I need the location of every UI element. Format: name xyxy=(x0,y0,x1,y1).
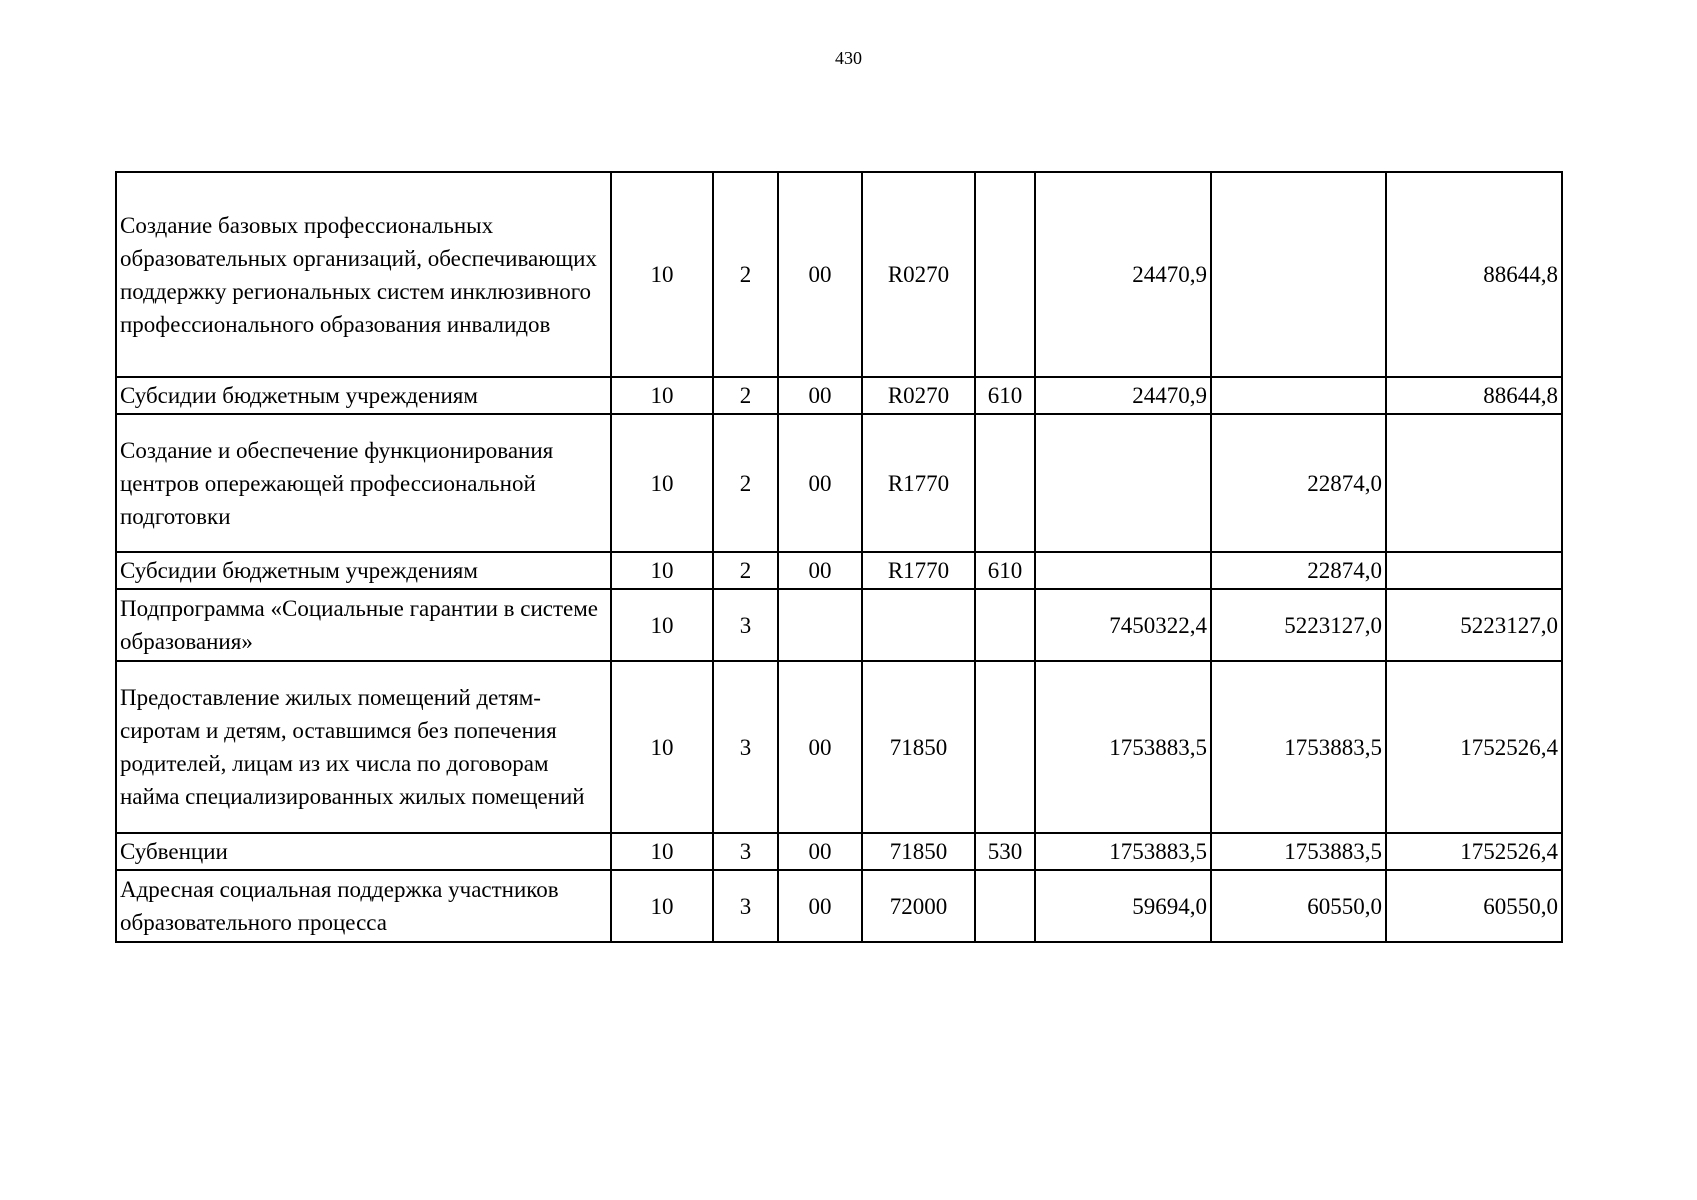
row-name: Субсидии бюджетным учреждениям xyxy=(116,377,611,414)
target-cell: R0270 xyxy=(862,377,975,414)
sum1-cell xyxy=(1035,414,1211,552)
table-row xyxy=(116,414,1562,552)
sum1-cell xyxy=(1035,552,1211,589)
section-cell: 10 xyxy=(611,377,713,414)
subsection-cell: 2 xyxy=(713,172,778,377)
sum3-cell xyxy=(1386,414,1562,552)
section-cell: 10 xyxy=(611,589,713,661)
sum3-cell: 5223127,0 xyxy=(1386,589,1562,661)
target-cell: R1770 xyxy=(862,414,975,552)
sum1-cell: 1753883,5 xyxy=(1035,661,1211,833)
row-name: Создание и обеспечение функционирования центров опережающей профессиональной подготовки xyxy=(116,414,611,552)
table-row xyxy=(116,172,1562,377)
expense-type-cell: 610 xyxy=(975,552,1035,589)
program-cell: 00 xyxy=(778,414,862,552)
table-row xyxy=(116,377,1562,414)
program-cell: 00 xyxy=(778,172,862,377)
target-cell xyxy=(862,589,975,661)
subsection-cell: 2 xyxy=(713,377,778,414)
sum2-cell: 1753883,5 xyxy=(1211,661,1386,833)
section-cell: 10 xyxy=(611,414,713,552)
target-cell: 71850 xyxy=(862,661,975,833)
sum2-cell xyxy=(1211,377,1386,414)
sum3-cell: 88644,8 xyxy=(1386,377,1562,414)
subsection-cell: 3 xyxy=(713,870,778,942)
row-name: Создание базовых профессиональных образовательных организаций, обеспечивающих поддержку региональных систем инклюзивного профессионального образования инвалидов xyxy=(116,172,611,377)
sum3-cell: 1752526,4 xyxy=(1386,833,1562,870)
program-cell xyxy=(778,589,862,661)
sum3-cell: 88644,8 xyxy=(1386,172,1562,377)
row-name: Адресная социальная поддержка участников образовательного процесса xyxy=(116,870,611,942)
section-cell: 10 xyxy=(611,172,713,377)
section-cell: 10 xyxy=(611,552,713,589)
expense-type-cell: 530 xyxy=(975,833,1035,870)
sum3-cell: 60550,0 xyxy=(1386,870,1562,942)
program-cell: 00 xyxy=(778,661,862,833)
table-row xyxy=(116,661,1562,833)
sum3-cell xyxy=(1386,552,1562,589)
table-row xyxy=(116,552,1562,589)
sum2-cell xyxy=(1211,172,1386,377)
sum1-cell: 24470,9 xyxy=(1035,377,1211,414)
subsection-cell: 2 xyxy=(713,414,778,552)
sum1-cell: 24470,9 xyxy=(1035,172,1211,377)
section-cell: 10 xyxy=(611,833,713,870)
sum1-cell: 59694,0 xyxy=(1035,870,1211,942)
target-cell: R1770 xyxy=(862,552,975,589)
program-cell: 00 xyxy=(778,870,862,942)
subsection-cell: 3 xyxy=(713,589,778,661)
row-name: Подпрограмма «Социальные гарантии в системе образования» xyxy=(116,589,611,661)
program-cell: 00 xyxy=(778,377,862,414)
expense-type-cell xyxy=(975,870,1035,942)
sum2-cell: 60550,0 xyxy=(1211,870,1386,942)
sum1-cell: 7450322,4 xyxy=(1035,589,1211,661)
row-name: Субвенции xyxy=(116,833,611,870)
table-row xyxy=(116,870,1562,942)
target-cell: 71850 xyxy=(862,833,975,870)
subsection-cell: 2 xyxy=(713,552,778,589)
section-cell: 10 xyxy=(611,870,713,942)
table-row xyxy=(116,833,1562,870)
target-cell: R0270 xyxy=(862,172,975,377)
row-name: Предоставление жилых помещений детям-сиротам и детям, оставшимся без попечения родителей, лицам из их числа по договорам найма специализированных жилых помещений xyxy=(116,661,611,833)
expense-type-cell xyxy=(975,414,1035,552)
subsection-cell: 3 xyxy=(713,833,778,870)
expense-type-cell xyxy=(975,172,1035,377)
sum2-cell: 1753883,5 xyxy=(1211,833,1386,870)
sum2-cell: 22874,0 xyxy=(1211,552,1386,589)
program-cell: 00 xyxy=(778,833,862,870)
expense-type-cell: 610 xyxy=(975,377,1035,414)
sum2-cell: 22874,0 xyxy=(1211,414,1386,552)
sum2-cell: 5223127,0 xyxy=(1211,589,1386,661)
table-row xyxy=(116,589,1562,661)
row-name: Субсидии бюджетным учреждениям xyxy=(116,552,611,589)
sum1-cell: 1753883,5 xyxy=(1035,833,1211,870)
sum3-cell: 1752526,4 xyxy=(1386,661,1562,833)
expense-type-cell xyxy=(975,661,1035,833)
section-cell: 10 xyxy=(611,661,713,833)
program-cell: 00 xyxy=(778,552,862,589)
page-number: 430 xyxy=(835,48,862,68)
budget-table xyxy=(115,171,1563,943)
target-cell: 72000 xyxy=(862,870,975,942)
subsection-cell: 3 xyxy=(713,661,778,833)
expense-type-cell xyxy=(975,589,1035,661)
